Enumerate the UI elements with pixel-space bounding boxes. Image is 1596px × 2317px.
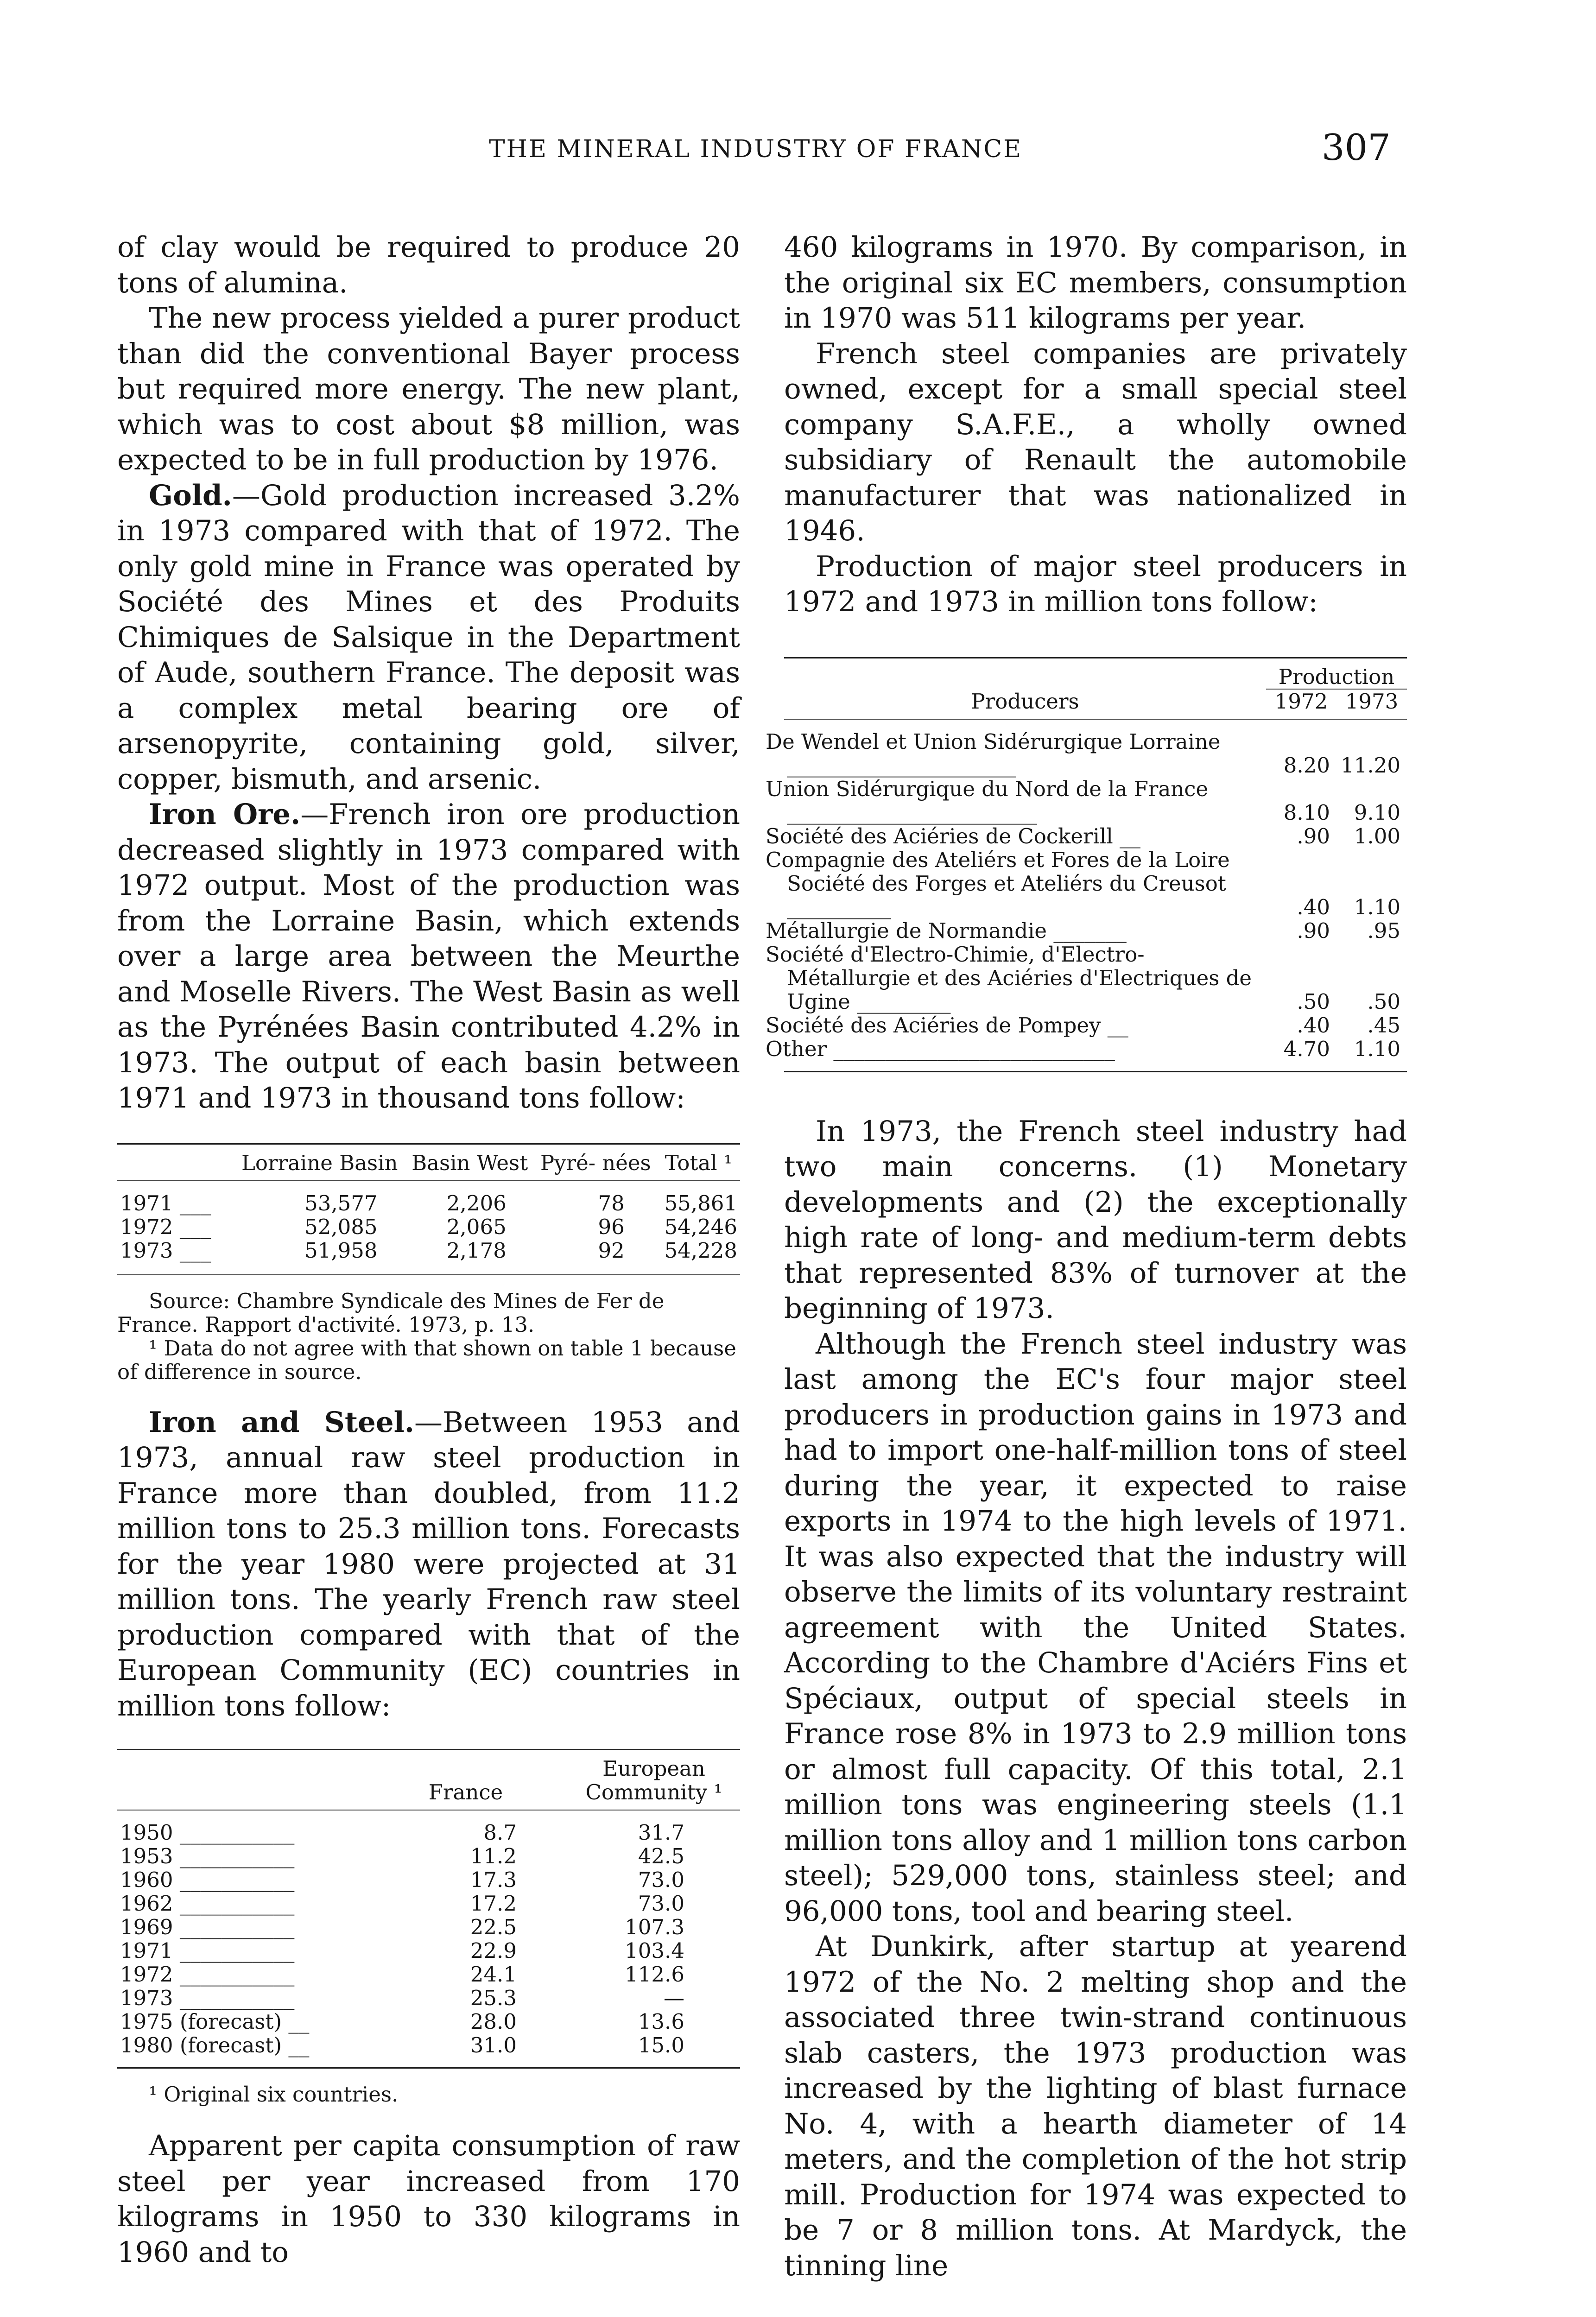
table-cell: 96	[598, 1214, 625, 1239]
table-cell: 92	[598, 1238, 625, 1263]
table-cell: 54,246	[664, 1214, 737, 1239]
table-row	[784, 919, 1407, 943]
table-cell: 22.9	[470, 1938, 517, 1963]
gold-paragraph	[117, 478, 740, 798]
table-row	[784, 1037, 1407, 1072]
table-group-header-row	[784, 658, 1407, 689]
table-cell: 1950 ___________	[120, 1820, 295, 1845]
table-cell: 1972 ___	[120, 1214, 211, 1239]
table-header: European Community ¹	[585, 1756, 722, 1804]
table-source: Source: Chambre Syndicale des Mines de Fer de France. Rapport d'activité. 1973, p. 13.	[117, 1288, 665, 1337]
table-header: 1973	[1345, 689, 1399, 714]
table-cell: 1973 ___	[120, 1238, 211, 1263]
table-cell: 31.0	[470, 2033, 517, 2057]
table-cell: 107.3	[625, 1915, 684, 1939]
paragraph: Although the French steel industry was last among the EC's four major steel producers in production gains in 1973 and had to import one-half-million tons of steel during the year, it expected to raise exports in 1974 to the high levels of 1971. It was also expected that the industry will observe the limits of its voluntary restraint agreement with the United States. According to the Chambre d'Aciérs Fins et Spéciaux, output of special steels in France rose 8% in 1973 to 2.9 million tons or almost full capacity. Of this total, 2.1 million tons was engineering steels (1.1 million tons alloy and 1 million tons carbon steel); 529,000 tons, stainless steel; and 96,000 tons, tool and bearing steel.	[784, 1327, 1407, 1928]
table-row	[784, 1013, 1407, 1037]
table-cell: 15.0	[638, 2033, 684, 2057]
table-cell: 73.0	[638, 1868, 684, 1892]
table-row	[784, 824, 1407, 848]
table-cell: Other ___________________________	[766, 1036, 1115, 1061]
steel-production-table	[117, 1749, 740, 2069]
paragraph: At Dunkirk, after startup at yearend 1972 of the No. 2 melting shop and the associated three twin-strand continuous slab casters, the 1973 production was increased by the lighting of blast furnace No. 4, with a hearth diameter of 14 meters, and the completion of the hot strip mill. Production for 1974 was expected to be 7 or 8 million tons. At Mardyck, the tinning line	[784, 1930, 1407, 2282]
steel-table-notes	[117, 2083, 740, 2106]
table-cell: 2,065	[446, 1214, 507, 1239]
iron-ore-table	[117, 1143, 740, 1275]
iron-ore-table-block	[117, 1143, 740, 1384]
table-cell: .95	[1367, 918, 1400, 943]
table-cell: Union Sidérurgique du Nord de la France ________________________	[766, 776, 1209, 825]
table-header: Pyré- nées	[540, 1150, 651, 1175]
table-cell: .50	[1367, 989, 1400, 1014]
table-row	[117, 1215, 740, 1239]
table-row	[117, 1239, 740, 1275]
table-cell: 1.00	[1354, 823, 1400, 848]
page-header-title: THE MINERAL INDUSTRY OF FRANCE	[489, 135, 1023, 163]
table-cell: .40	[1297, 1013, 1330, 1038]
paragraph: Production of major steel producers in 1972 and 1973 in million tons follow:	[784, 550, 1407, 618]
left-column	[117, 230, 740, 2270]
table-cell: 11.20	[1341, 753, 1400, 778]
table-header-row	[117, 1750, 740, 1811]
table-cell: 9.10	[1354, 800, 1400, 825]
table-cell: 24.1	[470, 1962, 517, 1987]
table-cell: 78	[598, 1190, 625, 1215]
table-footnote: ¹ Data do not agree with that shown on table 1 because of difference in source.	[117, 1336, 736, 1384]
table-cell: 1.10	[1354, 1036, 1400, 1061]
table-cell: —	[664, 1986, 684, 2010]
table-cell: 42.5	[638, 1844, 684, 1868]
table-cell: 8.10	[1283, 800, 1330, 825]
iron-steel-heading: Iron and Steel.	[149, 1405, 415, 1439]
table-row	[784, 848, 1407, 919]
table-row	[117, 2010, 740, 2033]
table-cell: De Wendel et Union Sidérurgique Lorraine ______________________	[766, 729, 1221, 778]
table-header	[117, 1750, 364, 1811]
producers-table	[766, 657, 1407, 1072]
paragraph: French steel companies are privately owned, except for a small special steel company S.A.F.E., a wholly owned subsidiary of Renault the automobile manufacturer that was nationalized in 1946.	[784, 337, 1407, 547]
table-cell: .50	[1297, 989, 1330, 1014]
table-cell: 2,178	[446, 1238, 507, 1263]
table-row	[117, 1868, 740, 1892]
table-cell: 1971 ___________	[120, 1938, 295, 1963]
table-cell: 51,958	[304, 1238, 378, 1263]
table-cell: 1980 (forecast) __	[120, 2033, 310, 2057]
table-cell: 52,085	[304, 1214, 378, 1239]
table-header: 1972	[1274, 689, 1328, 714]
table-cell: .90	[1297, 823, 1330, 848]
table-header: Total ¹	[665, 1150, 733, 1175]
table-cell: 8.20	[1283, 753, 1330, 778]
table-cell: 25.3	[470, 1986, 517, 2010]
table-cell: 1971 ___	[120, 1190, 211, 1215]
gold-text: —Gold production increased 3.2% in 1973 compared with that of 1972. The only gold mine in France was operated by Société des Mines et des Produits Chimiques de Salsique in the Department of Aude, southern France. The deposit was a complex metal bearing ore of arsenopyrite, containing gold, silver, copper, bismuth, and arsenic.	[117, 479, 740, 796]
iron-ore-paragraph	[117, 797, 740, 1116]
table-row	[117, 1939, 740, 1962]
table-row	[117, 1915, 740, 1939]
iron-steel-paragraph	[117, 1405, 740, 1724]
right-column	[766, 230, 1407, 2284]
table-cell: 28.0	[470, 2009, 517, 2034]
paragraph: 460 kilograms in 1970. By comparison, in the original six EC members, consumption in 1970 was 511 kilograms per year.	[784, 231, 1407, 335]
iron-ore-text: —French iron ore production decreased slightly in 1973 compared with 1972 output. Most of the production was from the Lorraine Basin, which extends over a large area between the Meurthe and Moselle Rivers. The West Basin as well as the Pyrénées Basin contributed 4.2% in 1973. The output of each basin between 1971 and 1973 in thousand tons follow:	[117, 798, 740, 1114]
table-header	[117, 1144, 234, 1181]
table-header: Lorraine Basin	[241, 1150, 398, 1175]
table-header-row	[117, 1144, 740, 1181]
steel-table-block	[117, 1749, 740, 2106]
table-footnote: ¹ Original six countries.	[149, 2082, 399, 2107]
table-header-spacer	[784, 658, 1266, 689]
table-cell: Société d'Electro-Chimie, d'Electro-Métallurgie et des Aciéries d'Electriques de Ugine _________	[766, 942, 1252, 1014]
table-header: Producers	[971, 689, 1079, 714]
table-row	[117, 1810, 740, 1844]
table-header: France	[428, 1780, 503, 1804]
table-cell: 17.3	[470, 1868, 517, 1892]
table-row	[784, 719, 1407, 777]
table-cell: 1972 ___________	[120, 1962, 295, 1987]
table-cell: 1969 ___________	[120, 1915, 295, 1939]
paragraph: The new process yielded a purer product than did the conventional Bayer process but required more energy. The new plant, which was to cost about $8 million, was expected to be in full production by 1976.	[117, 302, 740, 476]
table-row	[784, 777, 1407, 824]
gold-heading: Gold.	[149, 479, 232, 512]
table-cell: 53,577	[304, 1190, 378, 1215]
table-cell: 112.6	[625, 1962, 684, 1987]
table-cell: 1973 ___________	[120, 1986, 295, 2010]
table-cell: Compagnie des Ateliérs et Fores de la Loire Société des Forges et Ateliérs du Creusot __________	[766, 847, 1230, 919]
table-cell: 4.70	[1283, 1036, 1330, 1061]
table-row	[117, 1962, 740, 1986]
table-header: Basin West	[412, 1150, 528, 1175]
page-number: 307	[1322, 127, 1391, 169]
table-row	[117, 1181, 740, 1215]
table-cell: 54,228	[664, 1238, 737, 1263]
table-cell: Métallurgie de Normandie _______	[766, 918, 1127, 943]
table-cell: 1962 ___________	[120, 1891, 295, 1916]
table-cell: 1953 ___________	[120, 1844, 295, 1868]
table-cell: Société des Aciéries de Cockerill __	[766, 823, 1141, 848]
table-cell: 8.7	[483, 1820, 517, 1845]
table-cell: 1960 ___________	[120, 1868, 295, 1892]
table-cell: 55,861	[664, 1190, 737, 1215]
table-cell: 17.2	[470, 1891, 517, 1916]
iron-steel-text: —Between 1953 and 1973, annual raw steel production in France more than doubled, from 11.2 million tons to 25.3 million tons. Forecasts for the year 1980 were projected at 31 million tons. The yearly French raw steel production compared with that of the European Community (EC) countries in million tons follow:	[117, 1405, 740, 1722]
table-row	[117, 2033, 740, 2068]
table-cell: 13.6	[638, 2009, 684, 2034]
table-cell: .40	[1297, 894, 1330, 919]
table-row	[117, 1892, 740, 1915]
producers-table-block	[766, 657, 1407, 1072]
iron-ore-heading: Iron Ore.	[149, 798, 301, 831]
running-header	[0, 127, 1596, 170]
table-cell: 103.4	[625, 1938, 684, 1963]
table-row	[117, 1986, 740, 2010]
table-row	[784, 943, 1407, 1013]
paragraph: of clay would be required to produce 20 tons of alumina.	[117, 231, 740, 299]
paragraph: In 1973, the French steel industry had two main concerns. (1) Monetary developments and (2) the exceptionally high rate of long- and medium-term debts that represented 83% of turnover at the beginning of 1973.	[784, 1114, 1407, 1325]
paragraph: Apparent per capita consumption of raw steel per year increased from 170 kilograms in 1950 to 330 kilograms in 1960 and to	[117, 2129, 740, 2269]
table-cell: 73.0	[638, 1891, 684, 1916]
table-cell: .45	[1367, 1013, 1400, 1038]
table-cell: 1.10	[1354, 894, 1400, 919]
table-row	[117, 1844, 740, 1868]
table-cell: Société des Aciéries de Pompey __	[766, 1013, 1128, 1038]
table-cell: 11.2	[470, 1844, 517, 1868]
table-group-header: Production	[1266, 658, 1407, 689]
table-cell: .90	[1297, 918, 1330, 943]
table-cell: 1975 (forecast) __	[120, 2009, 310, 2034]
table-cell: 31.7	[638, 1820, 684, 1845]
table-cell: 22.5	[470, 1915, 517, 1939]
table-cell: 2,206	[446, 1190, 507, 1215]
iron-ore-table-notes	[117, 1289, 740, 1384]
table-header-row	[784, 689, 1407, 719]
